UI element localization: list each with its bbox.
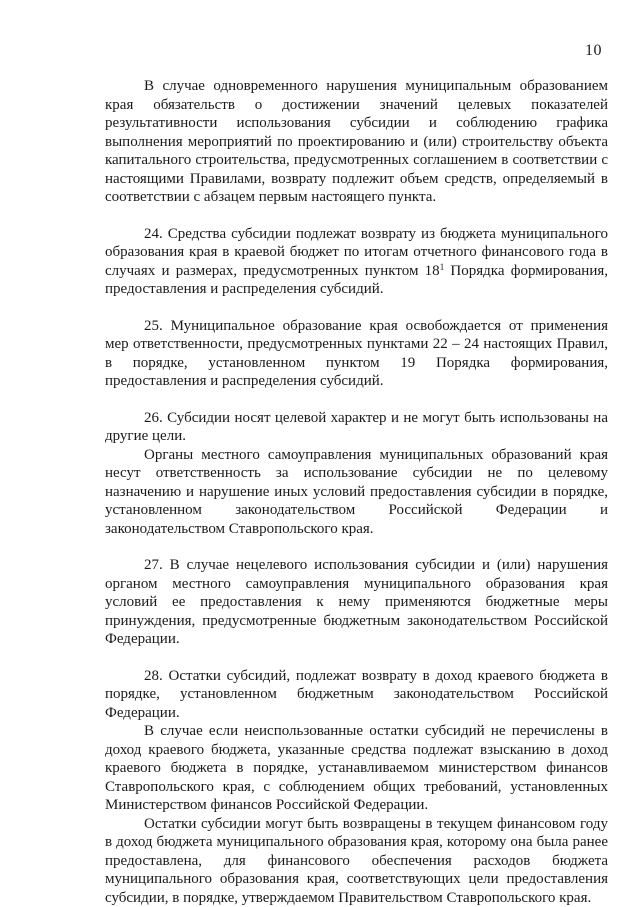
document-body [105, 77, 608, 907]
paragraph-25: 25. Муниципальное образование края освобождается от применения мер ответственности, предусмотренных пунктами 22 – 24 настоящих Правил, в порядке, установленном пунктом 19 Порядка формирования, предоставления и распределения субсидий. [105, 317, 608, 391]
paragraph-24-text: 24. Средства субсидии подлежат возврату из бюджета муниципального образования края в краевой бюджет по итогам отчетного финансового года в случаях и размерах, предусмотренных пунктом 18 [105, 226, 608, 279]
paragraph-26-responsibility: Органы местного самоуправления муниципальных образований края несут ответственность за использование субсидии не по целевому назначению и нарушение иных условий предоставления субсидии в порядке, установленном законодательством Российской Федерации и законодательством Ставропольского края. [105, 446, 608, 539]
paragraph-28-return-balances: Остатки субсидии могут быть возвращены в текущем финансовом году в доход бюджета муниципального образования края, которому она была ранее предоставлена, для финансового обеспечения расходов бюджета муниципального образования края, соответствующих цели предоставления субсидии, в порядке, утверждаемом Правительством Ставропольского края. [105, 815, 608, 907]
paragraph-refund-simultaneous-violation: В случае одновременного нарушения муниципальным образованием края обязательств о достижении значений целевых показателей результативности использования субсидии и соблюдению графика выполнения мероприятий по проектированию и (или) строительству объекта капитального строительства, предусмотренных соглашением в соответствии с настоящими Правилами, возврату подлежит объем средств, определяемый в соответствии с абзацем первым настоящего пункта. [105, 77, 608, 207]
paragraph-28-unused-balances: В случае если неиспользованные остатки субсидий не перечислены в доход краевого бюджета, указанные средства подлежат взысканию в доход краевого бюджета в порядке, устанавливаемом министерством финансов Ставропольского края, с соблюдением общих требований, установленных Министерством финансов Российской Федерации. [105, 722, 608, 815]
paragraph-27: 27. В случае нецелевого использования субсидии и (или) нарушения органом местного самоуправления муниципального образования края условий ее предоставления к нему применяются бюджетные меры принуждения, предусмотренные бюджетным законодательством Российской Федерации. [105, 556, 608, 649]
paragraph-28: 28. Остатки субсидий, подлежат возврату в доход краевого бюджета в порядке, установленном бюджетным законодательством Российской Федерации. [105, 667, 608, 723]
paragraph-24-text-end: Порядка формирования, предоставления и распределения субсидий. [105, 263, 608, 298]
page-number: 10 [585, 42, 602, 60]
paragraph-26: 26. Субсидии носят целевой характер и не могут быть использованы на другие цели. [105, 409, 608, 446]
paragraph-24-superscript: 1 [440, 262, 445, 272]
paragraph-24 [105, 225, 608, 299]
